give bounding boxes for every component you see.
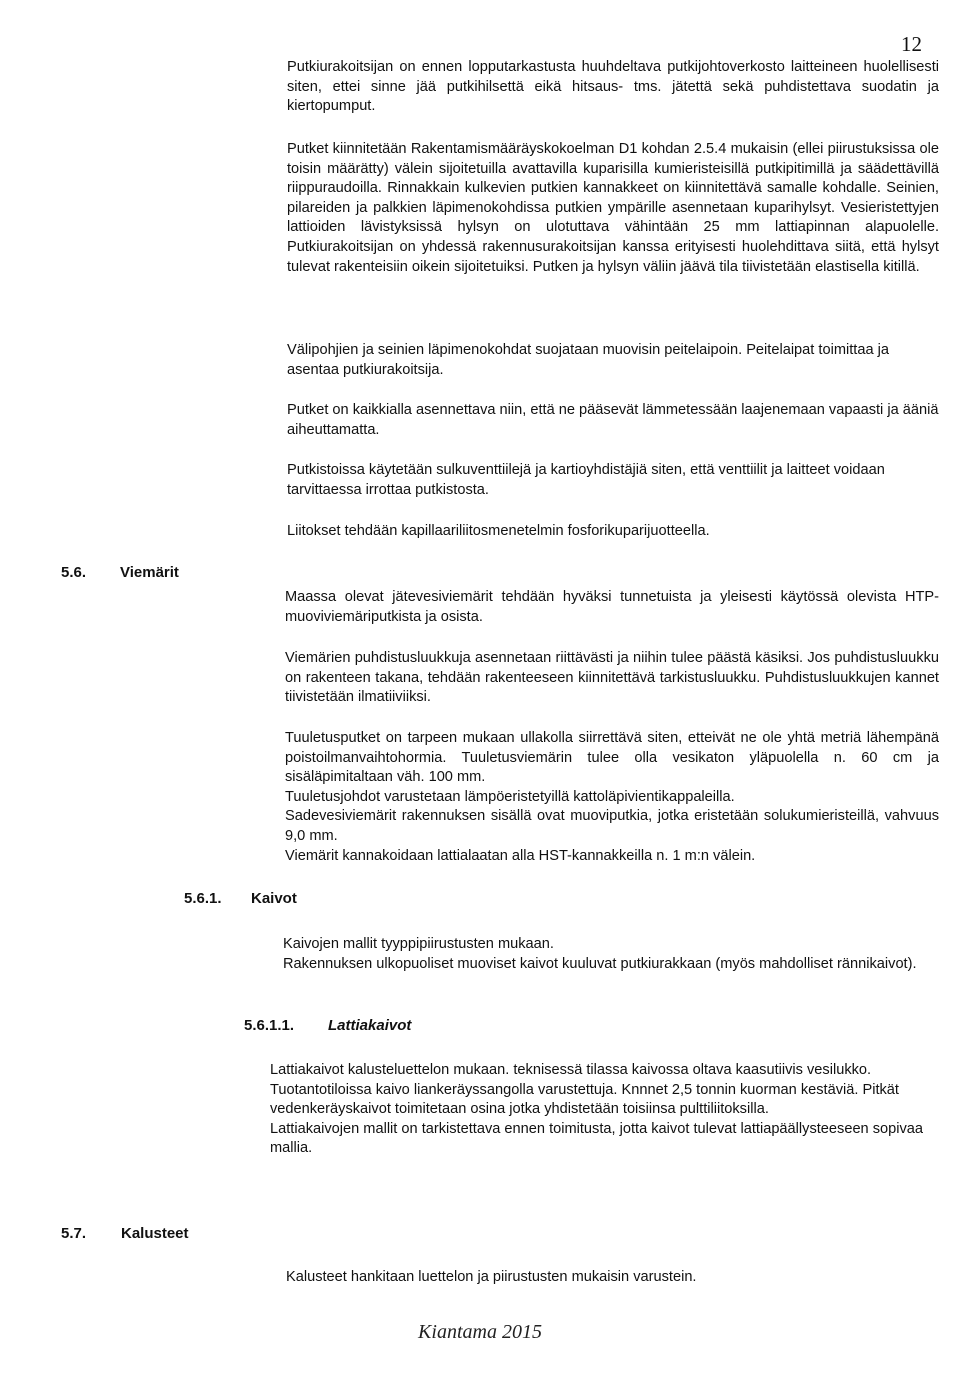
page-number: 12: [901, 32, 922, 56]
section-heading-lattiakaivot: [244, 1016, 411, 1036]
section-title: Lattiakaivot: [328, 1017, 412, 1034]
section-heading-kalusteet: [61, 1224, 189, 1244]
paragraph-shutoff-valves: Putkistoissa käytetään sulkuventtiilejä ja kartioyhdistäjiä siten, että venttiilit ja laitteet voidaan tarvittaessa irrottaa putkistosta.: [287, 462, 885, 498]
paragraph-ground-sewers: Maassa olevat jätevesiviemärit tehdään hyväksi tunnetuista ja yleisesti käytössä olevista HTP-muoviviemäriputkista ja osista.: [285, 589, 939, 625]
footer-text: Kiantama 2015: [418, 1321, 542, 1343]
paragraph-floor-drains: Lattiakaivot kalusteluettelon mukaan. teknisessä tilassa kaivossa oltava kaasutiivis vesilukko. Tuotantotiloissa kaivo liankeräyssangolla varustettuja. Knnnet 2,5 tonnin kuorman kestäviä. Pitkät vedenkeräyskaivot toimitetaan osina jotka yhdistetään toisiinsa pulttiliitoksilla. Lattiakaivojen mallit on tarkistettava ennen toimitusta, jotta kaivot tulevat lattiapäällysteeseen sopivaa mallia.: [270, 1062, 924, 1157]
section-number: 5.7.: [61, 1225, 87, 1242]
section-title: Viemärit: [120, 564, 179, 581]
paragraph-vent-pipes: Tuuletusputket on tarpeen mukaan ullakolla siirrettävä siten, etteivät ne ole yhtä metriä lähempänä poistoilmanvaihtohormia. Tuuletusviemärin tulee olla vesikaton yläpuolella n. 60 cm ja sisäläpimitaltaan väh. 100 mm. Tuuletusjohdot varustetaan lämpöeristetyillä kattoläpivientikappaleilla. Sadevesiviemärit rakennuksen sisällä ovat muoviputkia, jotka eristetään solukumieristeillä, vahvuus 9,0 mm. Viemärit kannakoidaan lattialaatan alla HST-kannakkeilla n. 1 m:n välein.: [285, 730, 939, 864]
section-number: 5.6.1.1.: [244, 1017, 295, 1034]
section-title: Kalusteet: [121, 1225, 189, 1242]
paragraph-cleanout-hatches: Viemärien puhdistusluukkuja asennetaan riittävästi ja niihin tulee päästä käsiksi. Jos puhdistusluukku on rakenteen takana, tehdään rakenteeseen kiinnitettävä tarkistusluukku. Puhdistusluukkujen kannet tiivistetään ilmatiiviiksi.: [285, 650, 939, 706]
section-number: 5.6.1.: [184, 890, 222, 907]
section-title: Kaivot: [251, 890, 297, 907]
section-heading-viemarit: [61, 563, 179, 583]
paragraph-fixtures: Kalusteet hankitaan luettelon ja piirustusten mukaisin varustein.: [286, 1269, 697, 1285]
section-number: 5.6.: [61, 564, 87, 581]
section-heading-kaivot: [184, 889, 297, 909]
paragraph-cover-flanges: Välipohjien ja seinien läpimenokohdat suojataan muovisin peitelaipoin. Peitelaipat toimittaa ja asentaa putkiurakoitsija.: [287, 342, 889, 378]
paragraph-wells: Kaivojen mallit tyyppipiirustusten mukaan. Rakennuksen ulkopuoliset muoviset kaivot kuuluvat putkiurakkaan (myös mahdolliset rännikaivot).: [283, 936, 917, 972]
paragraph-thermal-expansion: Putket on kaikkialla asennettava niin, että ne pääsevät lämmetessään laajenemaan vapaasti ja ääniä aiheuttamatta.: [287, 402, 939, 438]
paragraph-joints: Liitokset tehdään kapillaariliitosmenetelmin fosforikuparijuotteella.: [287, 523, 710, 539]
paragraph-flushing: Putkiurakoitsijan on ennen lopputarkastusta huuhdeltava putkijohtoverkosto laitteineen huolellisesti siten, ettei sinne jää putkihilsettä eikä hitsaus- tms. jätettä sekä puhdistettava suodatin ja kiertopumput.: [287, 59, 939, 115]
paragraph-pipe-fastening: Putket kiinnitetään Rakentamismääräyskokoelman D1 kohdan 2.5.4 mukaisin (ellei piirustuksissa ole toisin määrätty) välein sijoitetuilla avattavilla kuparisilla kumieristeisillä putkipitimillä ja säädettävillä riippuraudoilla. Rinnakkain kulkevien putkien kannakkeet on kiinnitettävä samalle kohdalle. Seinien, pilareiden ja palkkien läpimenokohdissa putkien ympärille asennetaan kuparihylsyt. Vesieristettyjen lattioiden lävistyksissä hylsyn on ulotuttava vähintään 25 mm lattiapinnan alapuolelle. Putkiurakoitsijan on yhdessä rakennusurakoitsijan kanssa erityisesti huolehdittava siitä, että hylsyt tulevat rakenteisiin oikein sijoitetuiksi. Putken ja hylsyn väliin jäävä tila tiivistetään elastisella kitillä.: [287, 141, 939, 275]
